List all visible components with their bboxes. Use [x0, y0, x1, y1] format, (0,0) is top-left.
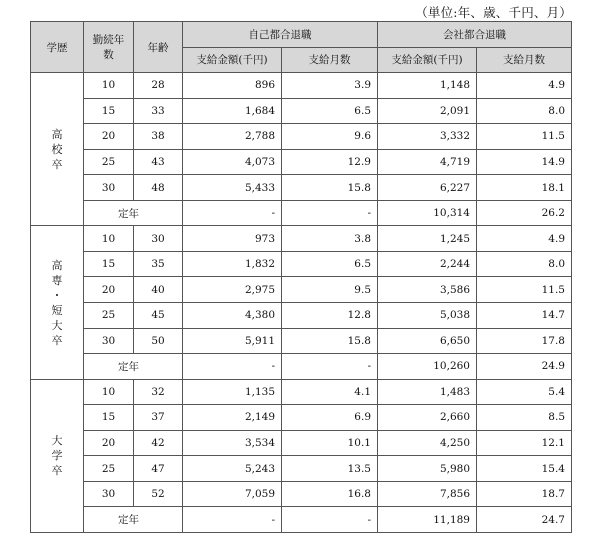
- age-cell: 42: [134, 430, 183, 456]
- retire-company-months: 24.9: [477, 354, 572, 380]
- company-months-cell: 14.9: [477, 149, 572, 175]
- company-amount-cell: 6,650: [378, 328, 477, 354]
- years-cell: 15: [84, 251, 134, 277]
- education-label-char: ・: [51, 288, 63, 302]
- retirement-label: 定年: [84, 507, 183, 533]
- education-label: [31, 73, 84, 226]
- voluntary-amount-cell: 1,135: [183, 379, 282, 405]
- retirement-label: 定年: [84, 200, 183, 226]
- voluntary-months-cell: 3.9: [282, 73, 378, 99]
- education-label-char: 卒: [51, 333, 63, 347]
- voluntary-amount-cell: 2,788: [183, 124, 282, 150]
- years-cell: 30: [84, 328, 134, 354]
- years-cell: 10: [84, 379, 134, 405]
- years-cell: 10: [84, 226, 134, 252]
- retire-voluntary-amount: -: [183, 200, 282, 226]
- years-cell: 30: [84, 175, 134, 201]
- table-row: [31, 481, 572, 507]
- header-age: 年齢: [134, 22, 183, 73]
- retire-voluntary-months: -: [282, 354, 378, 380]
- company-amount-cell: 5,038: [378, 303, 477, 329]
- table-row: [31, 124, 572, 150]
- retire-voluntary-amount: -: [183, 354, 282, 380]
- voluntary-amount-cell: 973: [183, 226, 282, 252]
- company-months-cell: 4.9: [477, 226, 572, 252]
- voluntary-months-cell: 9.6: [282, 124, 378, 150]
- retirement-label: 定年: [84, 354, 183, 380]
- company-months-cell: 17.8: [477, 328, 572, 354]
- voluntary-amount-cell: 5,243: [183, 456, 282, 482]
- age-cell: 43: [134, 149, 183, 175]
- education-label-char: 卒: [51, 157, 63, 171]
- company-amount-cell: 4,250: [378, 430, 477, 456]
- education-label-char: 学: [51, 449, 63, 463]
- voluntary-months-cell: 6.5: [282, 98, 378, 124]
- header-years: 勤続年数: [84, 22, 134, 73]
- retirement-row: [31, 200, 572, 226]
- years-cell: 15: [84, 405, 134, 431]
- years-cell: 15: [84, 98, 134, 124]
- retire-company-amount: 11,189: [378, 507, 477, 533]
- company-amount-cell: 6,227: [378, 175, 477, 201]
- header-company-months: 支給月数: [477, 47, 572, 73]
- header-voluntary: 自己都合退職: [183, 22, 378, 48]
- age-cell: 28: [134, 73, 183, 99]
- education-label-char: 専: [51, 273, 63, 287]
- company-amount-cell: 3,332: [378, 124, 477, 150]
- retire-company-amount: 10,314: [378, 200, 477, 226]
- company-amount-cell: 2,244: [378, 251, 477, 277]
- age-cell: 50: [134, 328, 183, 354]
- voluntary-amount-cell: 4,073: [183, 149, 282, 175]
- voluntary-months-cell: 16.8: [282, 481, 378, 507]
- years-cell: 30: [84, 481, 134, 507]
- company-months-cell: 18.1: [477, 175, 572, 201]
- company-months-cell: 18.7: [477, 481, 572, 507]
- company-amount-cell: 4,719: [378, 149, 477, 175]
- retirement-allowance-table: [30, 21, 572, 533]
- company-amount-cell: 7,856: [378, 481, 477, 507]
- age-cell: 35: [134, 251, 183, 277]
- retire-company-months: 26.2: [477, 200, 572, 226]
- retire-voluntary-months: -: [282, 507, 378, 533]
- years-cell: 25: [84, 456, 134, 482]
- table-row: [31, 277, 572, 303]
- table-row: [31, 98, 572, 124]
- voluntary-months-cell: 10.1: [282, 430, 378, 456]
- voluntary-months-cell: 13.5: [282, 456, 378, 482]
- education-label-char: 大: [51, 434, 63, 448]
- retire-company-months: 24.7: [477, 507, 572, 533]
- voluntary-amount-cell: 7,059: [183, 481, 282, 507]
- voluntary-amount-cell: 5,911: [183, 328, 282, 354]
- retirement-row: [31, 507, 572, 533]
- voluntary-amount-cell: 2,975: [183, 277, 282, 303]
- voluntary-months-cell: 15.8: [282, 328, 378, 354]
- voluntary-amount-cell: 3,534: [183, 430, 282, 456]
- age-cell: 40: [134, 277, 183, 303]
- company-months-cell: 8.0: [477, 98, 572, 124]
- education-label-char: 卒: [51, 464, 63, 478]
- age-cell: 37: [134, 405, 183, 431]
- retire-company-amount: 10,260: [378, 354, 477, 380]
- voluntary-amount-cell: 1,832: [183, 251, 282, 277]
- company-months-cell: 15.4: [477, 456, 572, 482]
- header-voluntary-months: 支給月数: [282, 47, 378, 73]
- retire-voluntary-months: -: [282, 200, 378, 226]
- voluntary-months-cell: 3.8: [282, 226, 378, 252]
- header-company-amount: 支給金額(千円): [378, 47, 477, 73]
- retirement-row: [31, 354, 572, 380]
- voluntary-months-cell: 9.5: [282, 277, 378, 303]
- voluntary-amount-cell: 896: [183, 73, 282, 99]
- years-cell: 20: [84, 277, 134, 303]
- age-cell: 47: [134, 456, 183, 482]
- header-education: 学歴: [31, 22, 84, 73]
- table-row: [31, 328, 572, 354]
- table-row: [31, 456, 572, 482]
- education-label: [31, 226, 84, 379]
- unit-note: （単位:年、歳、千円、月）: [415, 5, 572, 20]
- voluntary-amount-cell: 1,684: [183, 98, 282, 124]
- education-label-char: 大: [51, 318, 63, 332]
- education-label-char: 短: [51, 303, 63, 317]
- company-amount-cell: 2,091: [378, 98, 477, 124]
- header-row: [31, 22, 572, 48]
- table-row: [31, 303, 572, 329]
- voluntary-amount-cell: 2,149: [183, 405, 282, 431]
- retire-voluntary-amount: -: [183, 507, 282, 533]
- company-months-cell: 11.5: [477, 277, 572, 303]
- voluntary-months-cell: 6.9: [282, 405, 378, 431]
- table-row: [31, 149, 572, 175]
- age-cell: 38: [134, 124, 183, 150]
- voluntary-months-cell: 6.5: [282, 251, 378, 277]
- years-cell: 20: [84, 430, 134, 456]
- voluntary-months-cell: 4.1: [282, 379, 378, 405]
- table-row: [31, 430, 572, 456]
- company-months-cell: 5.4: [477, 379, 572, 405]
- table-row: [31, 226, 572, 252]
- company-amount-cell: 3,586: [378, 277, 477, 303]
- age-cell: 33: [134, 98, 183, 124]
- company-months-cell: 4.9: [477, 73, 572, 99]
- header-voluntary-amount: 支給金額(千円): [183, 47, 282, 73]
- age-cell: 30: [134, 226, 183, 252]
- company-months-cell: 11.5: [477, 124, 572, 150]
- table-row: [31, 379, 572, 405]
- years-cell: 10: [84, 73, 134, 99]
- company-months-cell: 8.5: [477, 405, 572, 431]
- voluntary-amount-cell: 4,380: [183, 303, 282, 329]
- years-cell: 20: [84, 124, 134, 150]
- table-body: [31, 73, 572, 533]
- company-amount-cell: 1,483: [378, 379, 477, 405]
- company-months-cell: 12.1: [477, 430, 572, 456]
- company-months-cell: 14.7: [477, 303, 572, 329]
- voluntary-amount-cell: 5,433: [183, 175, 282, 201]
- education-label: [31, 379, 84, 532]
- table-row: [31, 73, 572, 99]
- education-label-char: 高: [51, 258, 63, 272]
- company-amount-cell: 1,148: [378, 73, 477, 99]
- years-cell: 25: [84, 303, 134, 329]
- header-company: 会社都合退職: [378, 22, 572, 48]
- company-amount-cell: 2,660: [378, 405, 477, 431]
- company-months-cell: 8.0: [477, 251, 572, 277]
- education-label-char: 校: [51, 142, 63, 156]
- voluntary-months-cell: 15.8: [282, 175, 378, 201]
- years-cell: 25: [84, 149, 134, 175]
- age-cell: 32: [134, 379, 183, 405]
- company-amount-cell: 5,980: [378, 456, 477, 482]
- age-cell: 45: [134, 303, 183, 329]
- table-row: [31, 251, 572, 277]
- age-cell: 52: [134, 481, 183, 507]
- company-amount-cell: 1,245: [378, 226, 477, 252]
- table-row: [31, 405, 572, 431]
- education-label-char: 高: [51, 127, 63, 141]
- age-cell: 48: [134, 175, 183, 201]
- voluntary-months-cell: 12.8: [282, 303, 378, 329]
- voluntary-months-cell: 12.9: [282, 149, 378, 175]
- table-row: [31, 175, 572, 201]
